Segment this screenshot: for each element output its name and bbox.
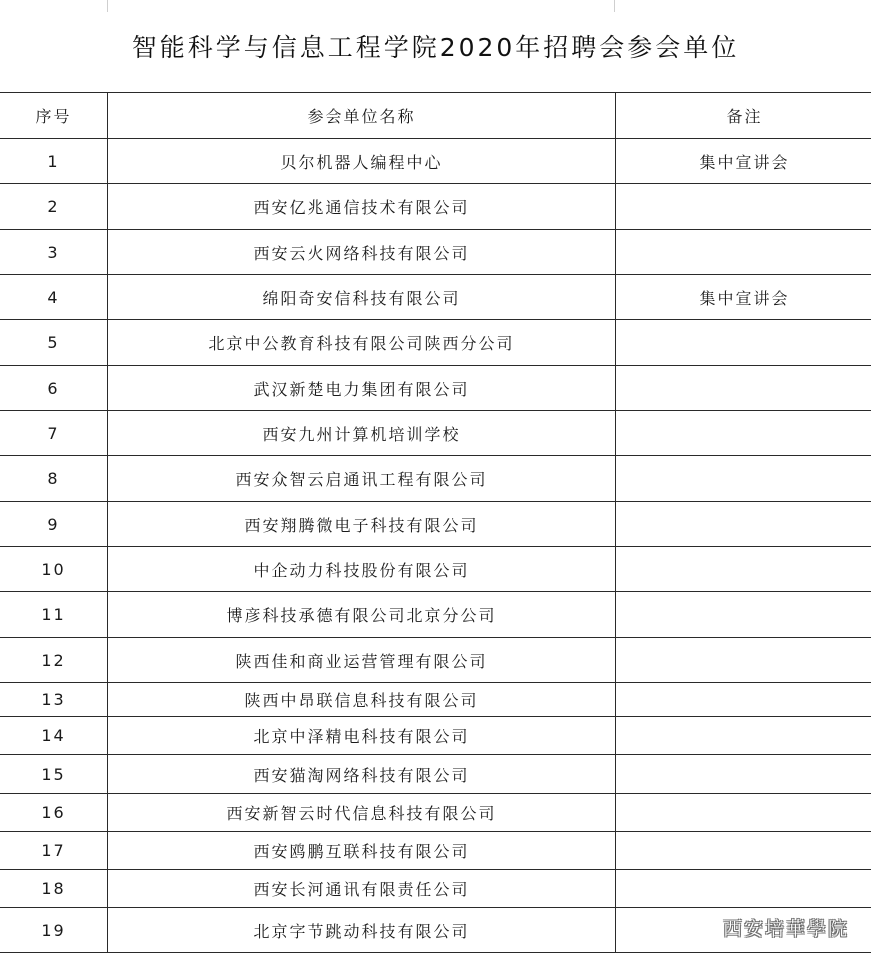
row-company-name: 西安九州计算机培训学校 <box>108 411 616 456</box>
row-company-name: 中企动力科技股份有限公司 <box>108 547 616 592</box>
row-index: 18 <box>0 870 108 908</box>
row-company-name: 北京中公教育科技有限公司陕西分公司 <box>108 320 616 366</box>
title-divider-left <box>107 0 108 12</box>
row-index: 10 <box>0 547 108 592</box>
table-row <box>0 366 871 411</box>
table-row <box>0 717 871 755</box>
row-company-name: 北京中泽精电科技有限公司 <box>108 717 616 755</box>
row-note <box>616 502 871 547</box>
table-row <box>0 456 871 502</box>
row-note <box>616 592 871 638</box>
row-company-name: 西安云火网络科技有限公司 <box>108 230 616 275</box>
row-index: 14 <box>0 717 108 755</box>
row-index: 9 <box>0 502 108 547</box>
title-divider-right <box>614 0 615 12</box>
table-row <box>0 230 871 275</box>
row-company-name: 西安亿兆通信技术有限公司 <box>108 184 616 230</box>
row-note <box>616 717 871 755</box>
row-company-name: 西安翔腾微电子科技有限公司 <box>108 502 616 547</box>
row-company-name: 西安猫淘网络科技有限公司 <box>108 755 616 794</box>
row-note <box>616 320 871 366</box>
row-company-name: 西安众智云启通讯工程有限公司 <box>108 456 616 502</box>
row-note <box>616 184 871 230</box>
row-index: 8 <box>0 456 108 502</box>
row-company-name: 贝尔机器人编程中心 <box>108 139 616 184</box>
table-row <box>0 184 871 230</box>
table-row <box>0 870 871 908</box>
table-row <box>0 832 871 870</box>
document-title: 智能科学与信息工程学院2020年招聘会参会单位 <box>0 0 871 93</box>
table-row <box>0 547 871 592</box>
header-note: 备注 <box>616 93 871 139</box>
table-row <box>0 592 871 638</box>
row-index: 17 <box>0 832 108 870</box>
row-index: 16 <box>0 794 108 832</box>
row-note <box>616 794 871 832</box>
row-index: 13 <box>0 683 108 717</box>
table-row <box>0 275 871 320</box>
row-company-name: 西安鸥鹏互联科技有限公司 <box>108 832 616 870</box>
row-note <box>616 832 871 870</box>
header-index: 序号 <box>0 93 108 139</box>
row-company-name: 北京字节跳动科技有限公司 <box>108 908 616 953</box>
row-note: 集中宣讲会 <box>616 139 871 184</box>
row-index: 19 <box>0 908 108 953</box>
row-company-name: 西安长河通讯有限责任公司 <box>108 870 616 908</box>
header-name: 参会单位名称 <box>108 93 616 139</box>
row-note <box>616 638 871 683</box>
row-note <box>616 683 871 717</box>
row-note <box>616 456 871 502</box>
watermark-logo: 西安培華學院 <box>722 918 849 940</box>
row-index: 2 <box>0 184 108 230</box>
row-note <box>616 547 871 592</box>
row-index: 11 <box>0 592 108 638</box>
table-row <box>0 411 871 456</box>
row-index: 5 <box>0 320 108 366</box>
table-row <box>0 502 871 547</box>
row-company-name: 陕西佳和商业运营管理有限公司 <box>108 638 616 683</box>
table-header-row <box>0 93 871 139</box>
row-note <box>616 411 871 456</box>
row-note <box>616 755 871 794</box>
row-note <box>616 870 871 908</box>
table-row <box>0 683 871 717</box>
row-company-name: 武汉新楚电力集团有限公司 <box>108 366 616 411</box>
table-row <box>0 638 871 683</box>
table-row <box>0 320 871 366</box>
row-index: 3 <box>0 230 108 275</box>
row-note: 集中宣讲会 <box>616 275 871 320</box>
row-company-name: 博彦科技承德有限公司北京分公司 <box>108 592 616 638</box>
table-row <box>0 794 871 832</box>
row-index: 15 <box>0 755 108 794</box>
table-row <box>0 139 871 184</box>
row-index: 12 <box>0 638 108 683</box>
row-company-name: 绵阳奇安信科技有限公司 <box>108 275 616 320</box>
exhibitor-table <box>0 92 871 953</box>
row-index: 6 <box>0 366 108 411</box>
row-note <box>616 230 871 275</box>
row-company-name: 西安新智云时代信息科技有限公司 <box>108 794 616 832</box>
row-company-name: 陕西中昂联信息科技有限公司 <box>108 683 616 717</box>
row-index: 1 <box>0 139 108 184</box>
table-row <box>0 755 871 794</box>
row-index: 7 <box>0 411 108 456</box>
row-note <box>616 366 871 411</box>
row-index: 4 <box>0 275 108 320</box>
